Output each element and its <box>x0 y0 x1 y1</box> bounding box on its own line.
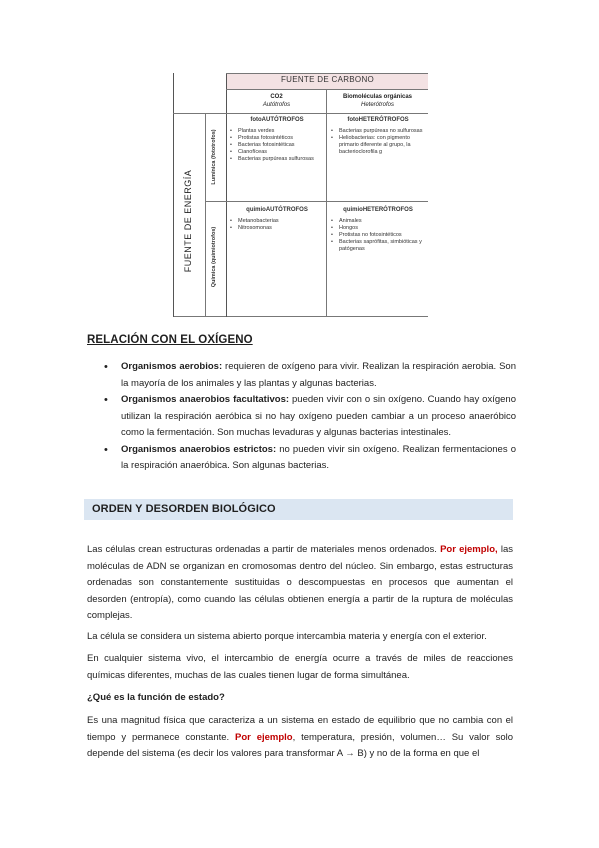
list-item <box>104 359 516 392</box>
cell-title: quimioHETERÓTROFOS <box>343 207 413 213</box>
list-item: • Bacterias saprófitas, simbióticas y patógenas <box>330 239 426 253</box>
carbon-source-header: FUENTE DE CARBONO <box>280 75 375 84</box>
list-item: • Metanobacterias <box>229 218 325 225</box>
list-item <box>104 442 516 475</box>
table-divider <box>226 89 428 90</box>
list-item: • Protistas no fotosintéticos <box>330 232 426 239</box>
text: las moléculas de ADN se organizan en cromosomas dentro del núcleo. Sin embargo, estas estructuras ordenadas son constantemente sustituidas o descompuestas en procesos que aumentan el desorden (entropía), como cuando las células obtienen energía a partir de la ruptura de moléculas complejas. <box>87 544 513 621</box>
column-title: CO2 <box>270 94 283 100</box>
paragraph: En cualquier sistema vivo, el intercambio de energía ocurre a través de miles de reacciones químicas diferentes, muchas de las cuales tienen lugar de forma simultánea. <box>87 653 513 681</box>
section-heading-order: ORDEN Y DESORDEN BIOLÓGICO <box>92 503 276 515</box>
table-divider <box>326 89 327 317</box>
list-item: • Animales <box>330 218 426 225</box>
column-subtitle: Heterótrofos <box>360 102 394 108</box>
list-item: • Cianofíceas <box>229 149 325 156</box>
list-item: • Plantas verdes <box>229 128 325 135</box>
table-divider <box>226 73 227 317</box>
oxygen-list <box>104 359 516 475</box>
paragraph: La célula se considera un sistema abierto porque intercambia materia y energía con el exterior. <box>87 631 487 642</box>
definition: requieren de oxígeno para vivir. Realizan la respiración aerobia. Son la mayoría de los animales y las plantas y algunas bacterias. <box>121 361 516 389</box>
table-divider <box>205 113 206 317</box>
column-subtitle: Autótrofos <box>262 102 291 108</box>
list-item: • Heliobacterias: con pigmento primario diferente al grupo, la bacterioclorofila g <box>330 135 426 156</box>
definition: pueden vivir con o sin oxígeno. Cuando hay oxígeno utilizan la respiración aeróbica si no hay oxígeno pueden cambiar a un proceso anaeróbico como la fermentación. Son muchas levaduras y algunas bacterias intestinales. <box>121 394 516 438</box>
definition: no pueden vivir sin oxígeno. Realizan fermentaciones o la respiración anaeróbica. Son algunas bacterias. <box>121 443 516 471</box>
text: Las células crean estructuras ordenadas a partir de materiales menos ordenados. <box>87 544 441 555</box>
row-label-quimica: Química (quimiotrofos) <box>211 226 217 288</box>
table-border <box>173 73 174 317</box>
example-highlight: Por ejemplo, <box>440 544 498 555</box>
text: Es una magnitud física que caracteriza a un sistema en estado de equilibrio que no cambia con el tiempo y permanece constante. <box>87 715 513 743</box>
table-divider <box>205 201 428 202</box>
text: , temperatura, presión, volumen… Su valor solo depende del sistema (es decir los valores para transformar A → B) y no de la forma en que el <box>87 731 514 759</box>
subheading: ¿Qué es la función de estado? <box>87 692 225 703</box>
column-header-autotrophs <box>227 93 326 109</box>
list-item: • Bacterias fotosintéticas <box>229 142 325 149</box>
cell-title: quimioAUTÓTROFOS <box>246 207 308 213</box>
column-header-heterotrophs <box>327 93 428 109</box>
paragraph <box>87 713 513 763</box>
row-label-luminica: Lumínica (fototrofos) <box>211 129 217 185</box>
term: Organismos aerobios: <box>121 361 223 372</box>
list-item: • Nitrosomonas <box>229 225 325 232</box>
list-item <box>104 392 516 442</box>
cell-quimioautotrofos <box>229 207 325 232</box>
column-title: Biomoléculas orgánicas <box>342 94 413 100</box>
term: Organismos anaerobios estrictos: <box>121 443 277 455</box>
cell-fotoheterotrofos <box>330 117 426 156</box>
list-item: • Bacterias purpúreas sulfurosas <box>229 156 325 163</box>
paragraph <box>87 542 513 625</box>
cell-title: fotoHETERÓTROFOS <box>347 117 409 123</box>
cell-quimioheterotrofos <box>330 207 426 253</box>
example-highlight: Por ejemplo <box>235 731 293 743</box>
cell-fotoautotrofos <box>229 117 325 163</box>
energy-source-header: FUENTE DE ENERGÍA <box>183 169 193 273</box>
list-item: • Bacterias purpúreas no sulfurosas <box>330 128 426 135</box>
section-heading-oxygen: RELACIÓN CON EL OXÍGENO <box>87 334 253 346</box>
cell-title: fotoAUTÓTROFOS <box>250 117 304 123</box>
list-item: • Protistas fotosintéticos <box>229 135 325 142</box>
term: Organismos anaerobios facultativos: <box>121 394 290 405</box>
metabolism-classification-table <box>173 73 428 317</box>
list-item: • Hongos <box>330 225 426 232</box>
